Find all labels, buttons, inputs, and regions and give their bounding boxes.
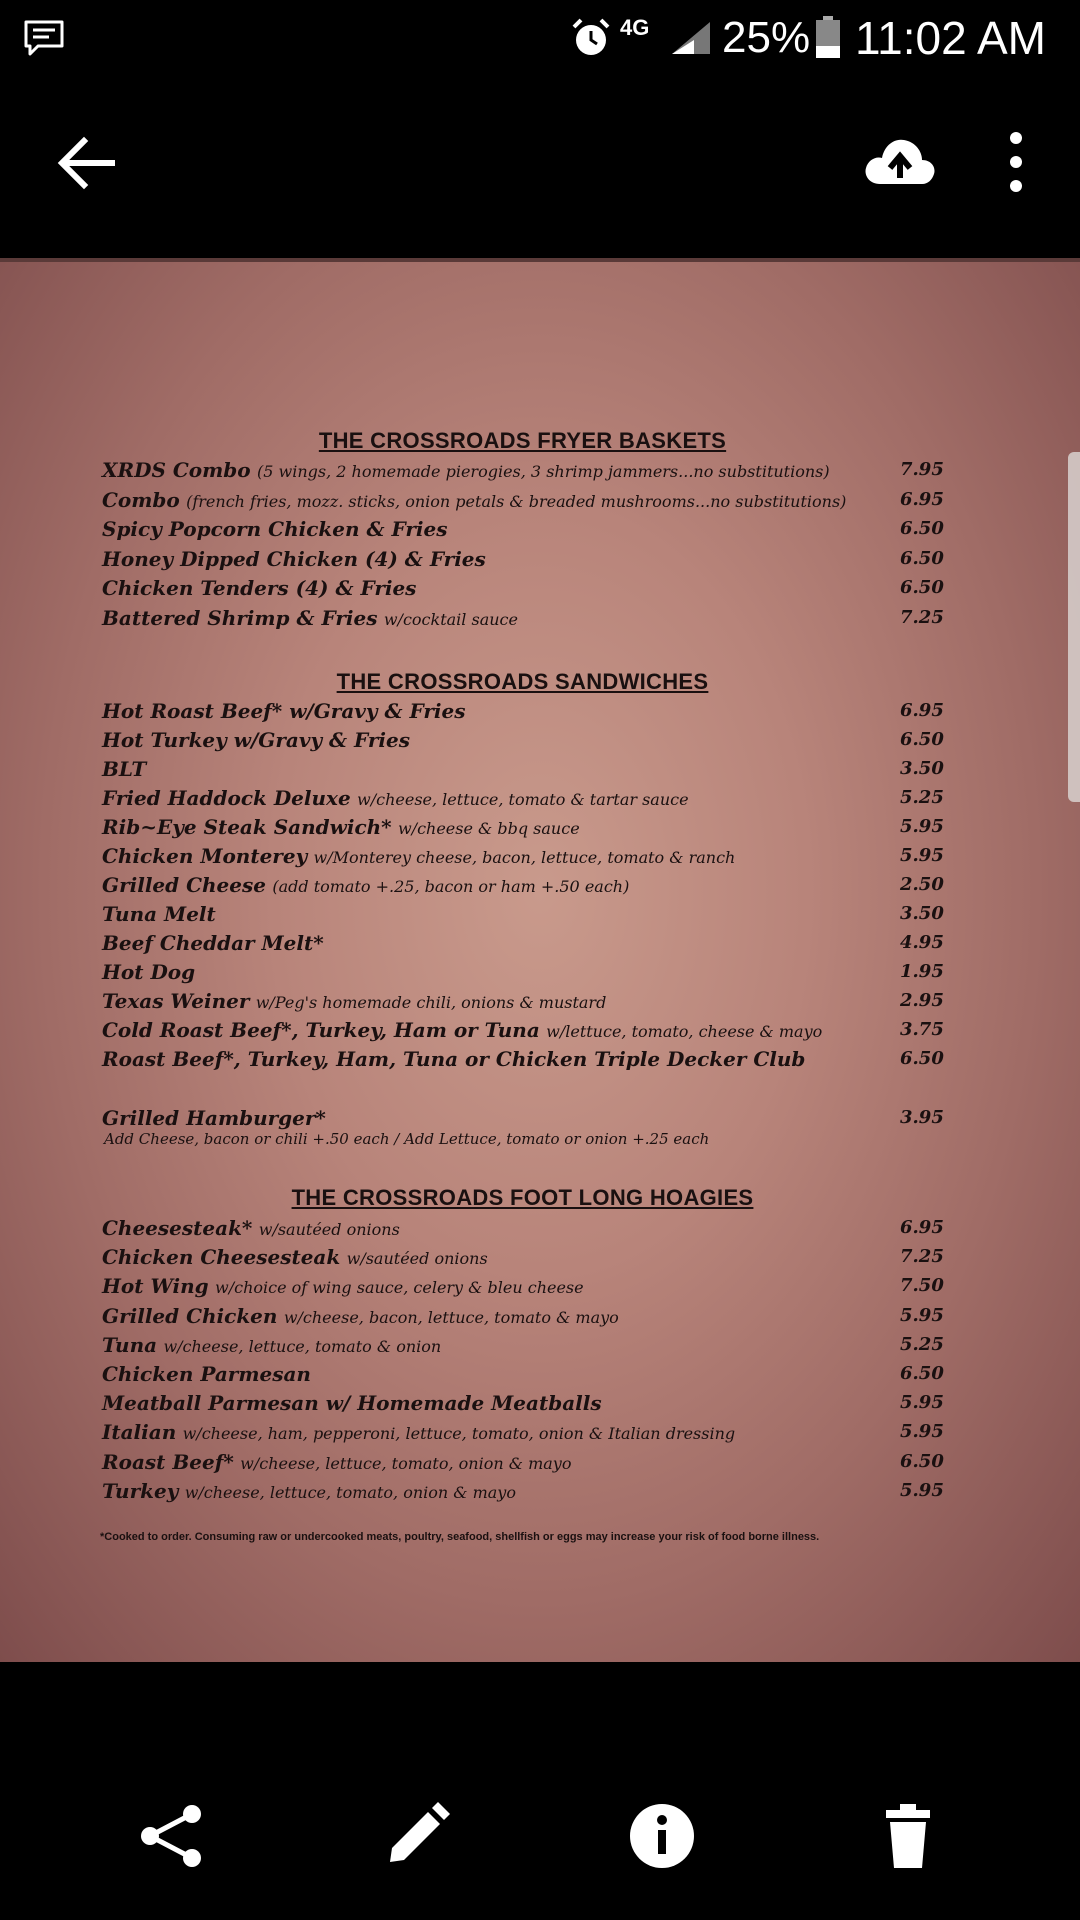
menu-item: [102, 544, 486, 574]
menu-item-price: 4.95: [900, 932, 944, 953]
menu-item-name: Chicken Parmesan: [102, 1362, 311, 1386]
menu-item-row: [0, 485, 1080, 515]
clock: 11:02 AM: [855, 12, 1046, 64]
delete-trash-icon[interactable]: [872, 1800, 944, 1872]
menu-item-row: [0, 870, 1080, 900]
menu-item: [102, 1103, 326, 1133]
menu-item-description: w/cheese, lettuce, tomato & onion: [163, 1336, 442, 1356]
menu-item: [102, 573, 416, 603]
menu-item-row: [0, 1359, 1080, 1389]
menu-item-price: 5.95: [900, 1304, 944, 1326]
menu-item-name: Combo: [102, 487, 180, 512]
menu-item-price: 3.75: [900, 1019, 944, 1040]
viewer-toolbar: [0, 78, 1080, 258]
menu-item: [102, 485, 846, 517]
menu-item: [102, 1330, 441, 1362]
menu-item-price: 5.95: [900, 1421, 944, 1443]
menu-item: [102, 1044, 805, 1074]
menu-item-row: [0, 514, 1080, 544]
menu-item-row: [0, 1103, 1080, 1133]
menu-item-price: 6.50: [900, 577, 944, 599]
share-icon[interactable]: [136, 1800, 208, 1872]
menu-item-price: 7.25: [900, 607, 944, 628]
menu-item-name: Cheesesteak*: [102, 1216, 253, 1240]
menu-item-description: w/cheese, bacon, lettuce, tomato & mayo: [283, 1307, 619, 1327]
menu-item-name: Fried Haddock Deluxe: [102, 786, 351, 810]
menu-item-price: 6.50: [900, 518, 944, 540]
alarm-icon: [570, 17, 612, 59]
menu-item-name: Roast Beef*: [102, 1449, 234, 1474]
menu-item-price: 7.95: [900, 459, 944, 480]
menu-item-row: [0, 812, 1080, 842]
cloud-upload-icon[interactable]: [860, 122, 940, 202]
menu-item-description: w/lettuce, tomato, cheese & mayo: [546, 1022, 823, 1041]
menu-item-name: Rib~Eye Steak Sandwich*: [102, 815, 392, 839]
menu-item-price: 3.50: [900, 903, 944, 924]
menu-item: [102, 1447, 571, 1479]
menu-item: [102, 754, 146, 784]
menu-item-name: Hot Roast Beef* w/Gravy & Fries: [102, 699, 466, 723]
menu-item-row: [0, 1044, 1080, 1074]
menu-item: [102, 1359, 311, 1389]
menu-item-name: Cold Roast Beef*, Turkey, Ham or Tuna: [102, 1018, 540, 1042]
status-bar: [0, 0, 1080, 78]
menu-item-name: Hot Dog: [102, 960, 196, 984]
menu-item: [102, 957, 195, 987]
menu-item: [102, 1388, 602, 1418]
menu-item-description: w/cheese & bbq sauce: [397, 819, 580, 838]
menu-item-row: [0, 928, 1080, 958]
menu-item-name: Turkey: [102, 1478, 179, 1503]
menu-item-price: 6.50: [900, 729, 944, 750]
menu-item-description: w/sautéed onions: [258, 1220, 400, 1239]
menu-item-row: [0, 1271, 1080, 1301]
menu-item: [102, 986, 606, 1018]
menu-item-name: BLT: [102, 757, 147, 781]
menu-item-row: [0, 841, 1080, 871]
menu-item: [102, 1271, 584, 1303]
info-icon[interactable]: [626, 1800, 698, 1872]
menu-item: [102, 696, 466, 726]
menu-item-description: w/sautéed onions: [346, 1249, 488, 1269]
menu-item-name: Italian: [102, 1420, 177, 1445]
menu-item-row: [0, 986, 1080, 1016]
menu-item: [102, 1213, 400, 1245]
menu-item-description: w/cheese, ham, pepperoni, lettuce, tomato, onion & Italian dressing: [182, 1424, 736, 1444]
menu-item-row: [0, 1447, 1080, 1477]
battery-icon: [816, 16, 840, 58]
menu-item-price: 5.25: [900, 1333, 944, 1355]
menu-item-description: (5 wings, 2 homemade pierogies, 3 shrimp jammers...no substitutions): [257, 462, 830, 481]
footnote: *Cooked to order. Consuming raw or undercooked meats, poultry, seafood, shellfish or eggs may increase your risk of food borne illness.: [100, 1531, 820, 1543]
menu-item-price: 5.95: [900, 816, 944, 837]
menu-item: [102, 514, 447, 544]
menu-item: [102, 1417, 735, 1449]
menu-item-name: Grilled Hamburger*: [102, 1106, 326, 1130]
menu-item-price: 6.50: [900, 1363, 944, 1384]
menu-item-price: 6.95: [900, 488, 944, 510]
menu-item-row: [0, 455, 1080, 485]
menu-item-name: XRDS Combo: [102, 458, 251, 482]
menu-item-row: [0, 1213, 1080, 1243]
menu-item-name: Roast Beef*, Turkey, Ham, Tuna or Chicken Triple Decker Club: [102, 1047, 806, 1071]
section-title-sandwiches: THE CROSSROADS SANDWICHES: [336, 669, 709, 694]
menu-item-description: (add tomato +.25, bacon or ham +.50 each): [272, 877, 630, 896]
menu-item-row: [0, 696, 1080, 726]
menu-item-price: 6.50: [900, 547, 944, 569]
menu-item-price: 5.95: [900, 1392, 944, 1414]
menu-item-name: Chicken Monterey: [102, 844, 308, 868]
menu-item-price: 2.95: [900, 990, 944, 1011]
menu-item-price: 6.95: [900, 1217, 944, 1238]
menu-photo[interactable]: [0, 258, 1080, 1662]
menu-item-price: 5.25: [900, 787, 944, 808]
menu-item-price: 2.50: [900, 874, 944, 895]
menu-item-name: Grilled Cheese: [102, 873, 266, 897]
menu-item: [102, 1301, 619, 1333]
menu-item-description: w/cocktail sauce: [383, 610, 518, 629]
menu-item-description: w/Monterey cheese, bacon, lettuce, tomato & ranch: [313, 848, 736, 867]
menu-item-description: w/choice of wing sauce, celery & bleu cheese: [215, 1278, 584, 1298]
menu-item-name: Grilled Chicken: [102, 1303, 278, 1328]
menu-item-price: 7.25: [900, 1246, 944, 1268]
bottom-action-bar: [0, 1662, 1080, 1920]
menu-item: [102, 841, 735, 873]
menu-item-name: Hot Wing: [102, 1274, 209, 1299]
menu-item-name: Chicken Cheesesteak: [102, 1245, 341, 1270]
menu-item-row: [0, 603, 1080, 633]
menu-item-name: Chicken Tenders (4) & Fries: [102, 576, 417, 601]
menu-item-name: Spicy Popcorn Chicken & Fries: [102, 517, 448, 542]
burger-add-on-note: Add Cheese, bacon or chili +.50 each / Add Lettuce, tomato or onion +.25 each: [104, 1130, 710, 1148]
menu-item-row: [0, 1242, 1080, 1272]
menu-item-name: Beef Cheddar Melt*: [102, 931, 324, 955]
menu-item: [102, 928, 324, 958]
menu-item: [102, 899, 216, 929]
menu-item-price: 5.95: [900, 1479, 944, 1501]
menu-item-description: w/Peg's homemade chili, onions & mustard: [255, 993, 607, 1012]
menu-item-row: [0, 783, 1080, 813]
menu-item: [102, 603, 518, 635]
menu-item-description: w/cheese, lettuce, tomato & tartar sauce: [357, 790, 689, 809]
menu-item: [102, 1476, 516, 1508]
menu-sheet: [0, 258, 1080, 1662]
menu-item-row: [0, 1476, 1080, 1506]
menu-item: [102, 1015, 822, 1047]
menu-item-row: [0, 1330, 1080, 1360]
section-title-fryer-baskets: THE CROSSROADS FRYER BASKETS: [318, 428, 727, 453]
menu-item: [102, 870, 629, 902]
menu-item-price: 1.95: [900, 961, 944, 982]
menu-item-row: [0, 725, 1080, 755]
menu-item-description: w/cheese, lettuce, tomato, onion & mayo: [240, 1453, 572, 1473]
menu-item-name: Tuna Melt: [102, 902, 216, 926]
network-type-label: 4G: [620, 15, 650, 40]
menu-item: [102, 1242, 488, 1274]
edit-pencil-icon[interactable]: [380, 1800, 452, 1872]
menu-item-name: Tuna: [102, 1332, 158, 1357]
signal-strength-icon: [670, 20, 712, 56]
menu-item: [102, 783, 689, 815]
menu-item-row: [0, 1015, 1080, 1045]
menu-item-row: [0, 899, 1080, 929]
menu-item-description: (french fries, mozz. sticks, onion petals & breaded mushrooms...no substitutions): [186, 491, 847, 511]
section-title-hoagies: THE CROSSROADS FOOT LONG HOAGIES: [291, 1185, 754, 1210]
menu-item-price: 7.50: [900, 1275, 944, 1297]
menu-item: [102, 812, 580, 844]
back-arrow-icon[interactable]: [50, 128, 120, 198]
menu-item-row: [0, 1417, 1080, 1447]
menu-item: [102, 725, 410, 755]
menu-item-price: 6.95: [900, 700, 944, 721]
menu-item-name: Texas Weiner: [102, 989, 250, 1013]
menu-item: [102, 455, 830, 487]
menu-item-row: [0, 544, 1080, 574]
battery-percent: 25%: [722, 13, 811, 62]
menu-item-name: Hot Turkey w/Gravy & Fries: [102, 728, 411, 752]
menu-item-name: Battered Shrimp & Fries: [102, 606, 378, 630]
menu-item-price: 6.50: [900, 1450, 944, 1472]
more-options-icon[interactable]: [995, 122, 1037, 202]
menu-item-price: 3.95: [900, 1107, 944, 1128]
menu-item-price: 5.95: [900, 845, 944, 866]
menu-item-name: Meatball Parmesan w/ Homemade Meatballs: [102, 1391, 602, 1416]
menu-item-row: [0, 957, 1080, 987]
message-notification-icon: [22, 18, 66, 58]
menu-item-row: [0, 1301, 1080, 1331]
menu-item-price: 3.50: [900, 758, 944, 779]
menu-item-name: Honey Dipped Chicken (4) & Fries: [102, 546, 486, 571]
menu-item-price: 6.50: [900, 1048, 944, 1069]
menu-item-description: w/cheese, lettuce, tomato, onion & mayo: [184, 1482, 516, 1502]
menu-item-row: [0, 754, 1080, 784]
menu-item-row: [0, 1388, 1080, 1418]
menu-item-row: [0, 573, 1080, 603]
